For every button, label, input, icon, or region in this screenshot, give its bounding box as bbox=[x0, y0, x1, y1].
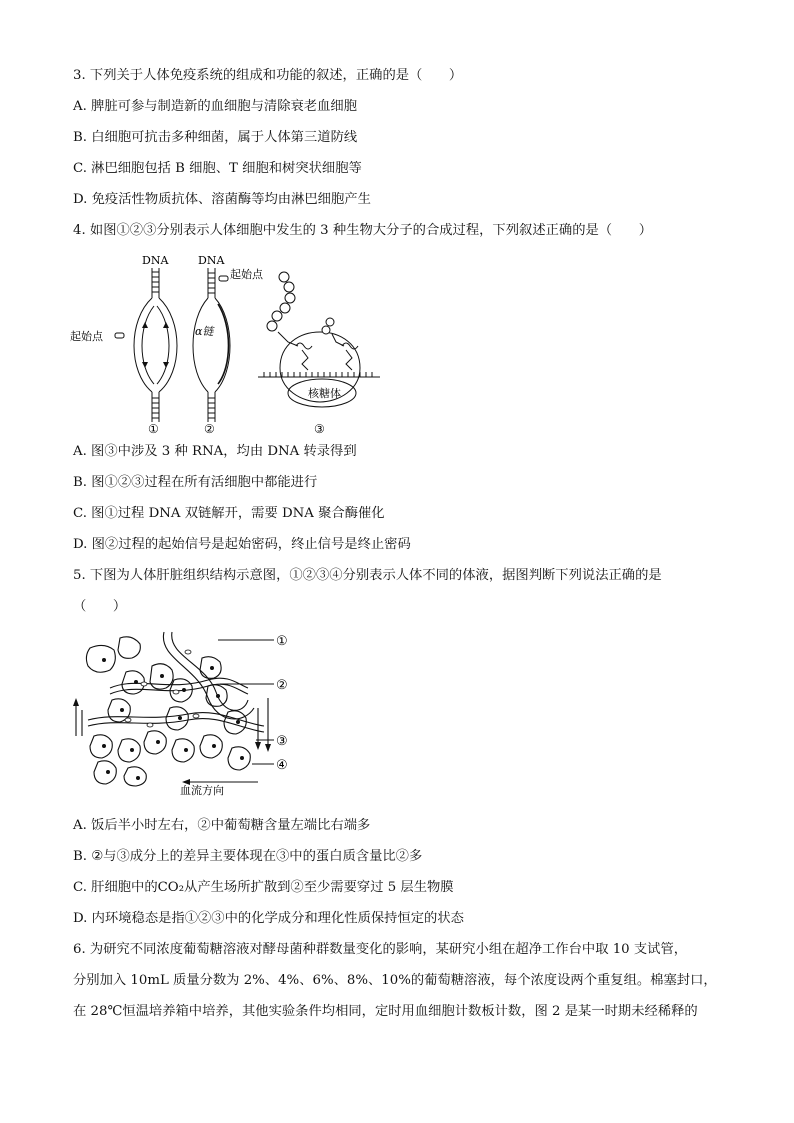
q4-figure-num-1: ① bbox=[148, 422, 159, 435]
q4-figure bbox=[70, 250, 400, 435]
q6-line-1: 6. 为研究不同浓度葡萄糖溶液对酵母菌种群数量变化的影响，某研究小组在超净工作台中取 10 支试管， bbox=[73, 942, 688, 957]
q5-stem-line-1: 5. 下图为人体肝脏组织结构示意图，①②③④分别表示人体不同的体液，据图判断下列说法正确的是 bbox=[73, 568, 662, 583]
q4-option-a: A. 图③中涉及 3 种 RNA，均由 DNA 转录得到 bbox=[73, 444, 357, 459]
q4-option-d: D. 图②过程的起始信号是起始密码，终止信号是终止密码 bbox=[73, 537, 411, 552]
q3-option-d: D. 免疫活性物质抗体、溶菌酶等均由淋巴细胞产生 bbox=[73, 192, 371, 207]
q5-option-d: D. 内环境稳态是指①②③中的化学成分和理化性质保持恒定的状态 bbox=[73, 911, 464, 926]
q4-dna-label-1: DNA bbox=[142, 254, 169, 267]
q4-origin-label-left: 起始点 bbox=[70, 330, 103, 343]
q5-option-c: C. 肝细胞中的CO₂从产生场所扩散到②至少需要穿过 5 层生物膜 bbox=[73, 880, 454, 895]
q5-label-2: ② bbox=[276, 678, 288, 693]
q6-line-2: 分别加入 10mL 质量分数为 2%、4%、6%、8%、10%的葡萄糖溶液，每个浓度设两个重复组。棉塞封口， bbox=[73, 973, 717, 988]
q5-option-a: A. 饭后半小时左右，②中葡萄糖含量左端比右端多 bbox=[73, 818, 371, 833]
q4-figure-num-3: ③ bbox=[314, 422, 325, 435]
q6-line-3: 在 28℃恒温培养箱中培养，其他实验条件均相同，定时用血细胞计数板计数，图 2 是某一时期未经稀释的 bbox=[73, 1004, 698, 1019]
q3-stem: 3. 下列关于人体免疫系统的组成和功能的叙述，正确的是（ ） bbox=[73, 68, 463, 83]
q4-stem: 4. 如图①②③分别表示人体细胞中发生的 3 种生物大分子的合成过程，下列叙述正确的是（ ） bbox=[73, 223, 652, 238]
q4-figure-num-2: ② bbox=[204, 422, 215, 435]
q5-label-1: ① bbox=[276, 634, 288, 649]
q4-option-c: C. 图①过程 DNA 双链解开，需要 DNA 聚合酶催化 bbox=[73, 506, 385, 521]
q3-option-b: B. 白细胞可抗击多种细菌，属于人体第三道防线 bbox=[73, 130, 358, 145]
q4-origin-label-right: 起始点 bbox=[230, 268, 263, 281]
q4-option-b: B. 图①②③过程在所有活细胞中都能进行 bbox=[73, 475, 318, 490]
q5-liver-tissue-figure bbox=[68, 628, 308, 803]
q4-alpha-chain-label: α链 bbox=[195, 325, 214, 338]
q5-blood-flow-label: 血流方向 bbox=[180, 784, 224, 797]
q4-dna-label-2: DNA bbox=[198, 254, 225, 267]
q3-option-a: A. 脾脏可参与制造新的血细胞与清除衰老血细胞 bbox=[73, 99, 357, 114]
q4-ribosome-label: 核糖体 bbox=[308, 387, 341, 400]
q5-option-b: B. ②与③成分上的差异主要体现在③中的蛋白质含量比②多 bbox=[73, 849, 423, 864]
q5-stem-line-2: （ ） bbox=[73, 599, 127, 614]
q5-label-3: ③ bbox=[276, 734, 288, 749]
q5-label-4: ④ bbox=[276, 758, 288, 773]
q3-option-c: C. 淋巴细胞包括 B 细胞、T 细胞和树突状细胞等 bbox=[73, 161, 362, 176]
